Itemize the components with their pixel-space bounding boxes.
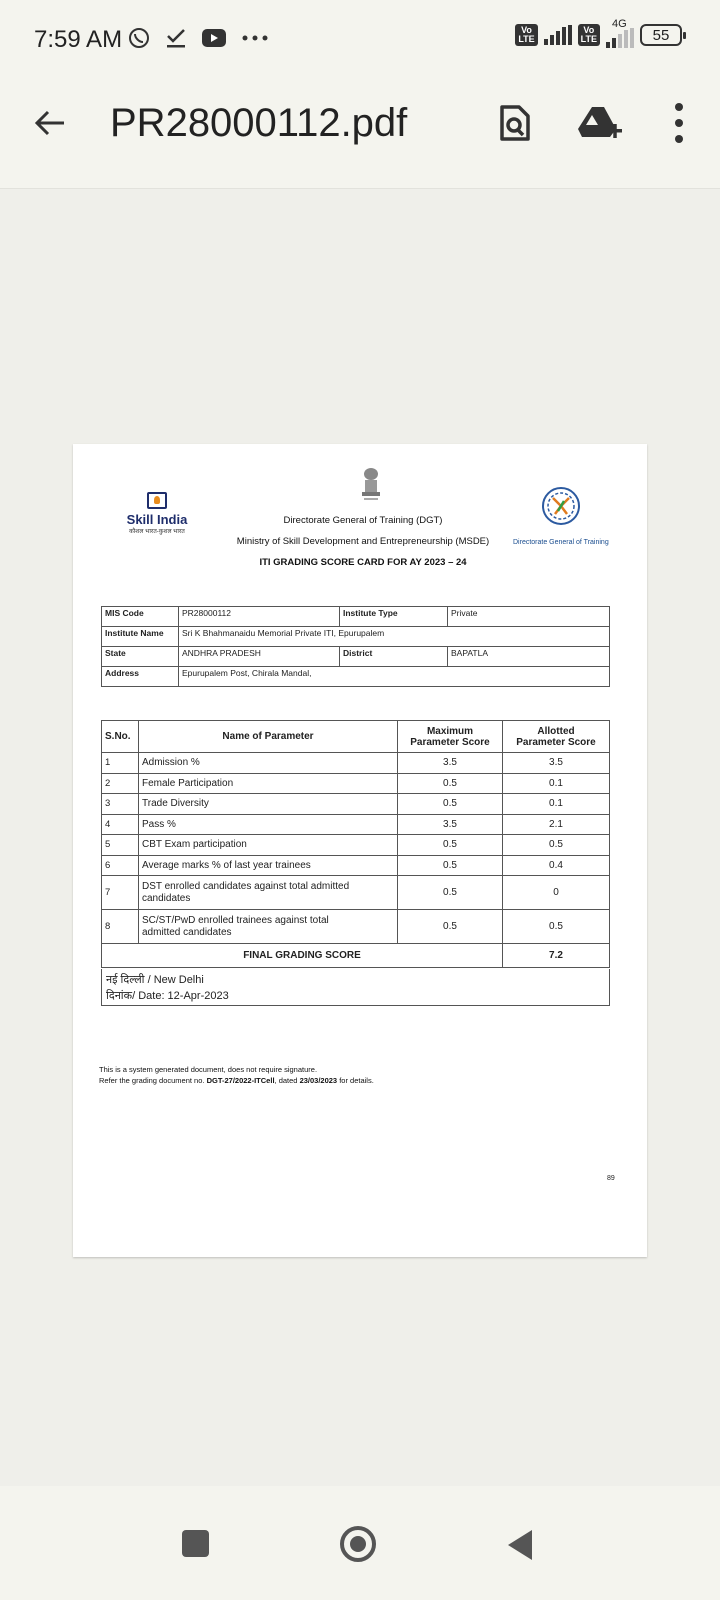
final-score-value: 7.2 <box>503 944 610 968</box>
final-score-label: FINAL GRADING SCORE <box>102 944 503 968</box>
table-row: 3 Trade Diversity 0.5 0.1 <box>102 794 610 815</box>
more-vert-icon[interactable] <box>664 101 694 145</box>
footer-note <box>99 1064 374 1086</box>
state-value: ANDHRA PRADESH <box>179 647 340 667</box>
district-label: District <box>340 647 448 667</box>
dgt-logo-icon <box>541 486 581 526</box>
skill-india-name: Skill India <box>126 512 188 527</box>
institute-type-value: Private <box>448 607 610 627</box>
battery-icon <box>640 24 682 46</box>
note-line-2: Refer the grading document no. DGT-27/2022-ITCell, dated 23/03/2023 for details. <box>99 1076 374 1085</box>
drive-add-icon[interactable] <box>578 103 624 143</box>
date-text: दिनांक/ Date: 12-Apr-2023 <box>106 990 229 1002</box>
app-bar <box>0 75 720 189</box>
header-line-2: Ministry of Skill Development and Entrepreneurship (MSDE) <box>236 536 490 547</box>
institute-name-label: Institute Name <box>102 627 179 647</box>
place-text: नई दिल्ली / New Delhi <box>106 974 204 986</box>
dgt-logo-caption: Directorate General of Training <box>513 539 609 546</box>
status-time: 7:59 AM <box>34 26 123 53</box>
network-type: 4G <box>612 18 627 30</box>
home-icon[interactable] <box>340 1526 376 1562</box>
header-title: ITI GRADING SCORE CARD FOR AY 2023 – 24 <box>259 557 467 568</box>
navigation-bar <box>0 1486 720 1600</box>
youtube-icon <box>201 28 227 48</box>
skill-india-icon <box>147 492 167 509</box>
institute-info-table <box>101 606 610 687</box>
table-row: 6 Average marks % of last year trainees 0.5 0.4 <box>102 855 610 876</box>
status-bar <box>0 0 720 75</box>
mis-code-value: PR28000112 <box>179 607 340 627</box>
col-max-header: Maximum Parameter Score <box>398 721 503 753</box>
institute-type-label: Institute Type <box>340 607 448 627</box>
col-allotted-header: Allotted Parameter Score <box>503 721 610 753</box>
pdf-page <box>73 444 647 1257</box>
battery-level: 55 <box>652 26 670 44</box>
page-number: 89 <box>607 1175 615 1182</box>
place-date-box <box>101 969 610 1006</box>
skill-india-logo <box>119 492 195 548</box>
download-done-icon <box>165 27 187 49</box>
grading-table <box>101 720 610 968</box>
table-row: 7 DST enrolled candidates against total admitted candidates 0.5 0 <box>102 876 610 910</box>
col-name-header: Name of Parameter <box>139 721 398 753</box>
mis-code-label: MIS Code <box>102 607 179 627</box>
whatsapp-icon <box>127 26 151 50</box>
signal-icon <box>544 25 572 45</box>
address-value: Epurupalem Post, Chirala Mandal, <box>179 667 610 687</box>
table-row: 5 CBT Exam participation 0.5 0.5 <box>102 835 610 856</box>
address-label: Address <box>102 667 179 687</box>
more-dots-icon <box>241 34 269 42</box>
table-row: 2 Female Participation 0.5 0.1 <box>102 773 610 794</box>
col-sno-header: S.No. <box>102 721 139 753</box>
header-line-1: Directorate General of Training (DGT) <box>283 515 443 526</box>
back-arrow-icon[interactable] <box>30 103 70 143</box>
skill-india-tagline: कौशल भारत-कुशल भारत <box>129 529 185 535</box>
district-value: BAPATLA <box>448 647 610 667</box>
volte-badge: Vo LTE <box>515 24 537 46</box>
table-row: 8 SC/ST/PwD enrolled trainees against total admitted candidates 0.5 0.5 <box>102 910 610 944</box>
state-label: State <box>102 647 179 667</box>
file-title: PR28000112.pdf <box>110 101 408 145</box>
national-emblem-icon <box>359 466 383 502</box>
open-with-icon[interactable] <box>494 103 534 143</box>
volte-badge-2: Vo LTE <box>578 24 600 46</box>
note-line-1: This is a system generated document, does not require signature. <box>99 1065 318 1074</box>
institute-name-value: Sri K Bhahmanaidu Memorial Private ITI, Epurupalem <box>179 627 610 647</box>
back-icon[interactable] <box>508 1530 532 1560</box>
table-row: 4 Pass % 3.5 2.1 <box>102 814 610 835</box>
signal-icon-2 <box>606 28 634 48</box>
table-row: 1 Admission % 3.5 3.5 <box>102 753 610 774</box>
recents-icon[interactable] <box>182 1530 209 1557</box>
final-score-row <box>102 944 610 968</box>
